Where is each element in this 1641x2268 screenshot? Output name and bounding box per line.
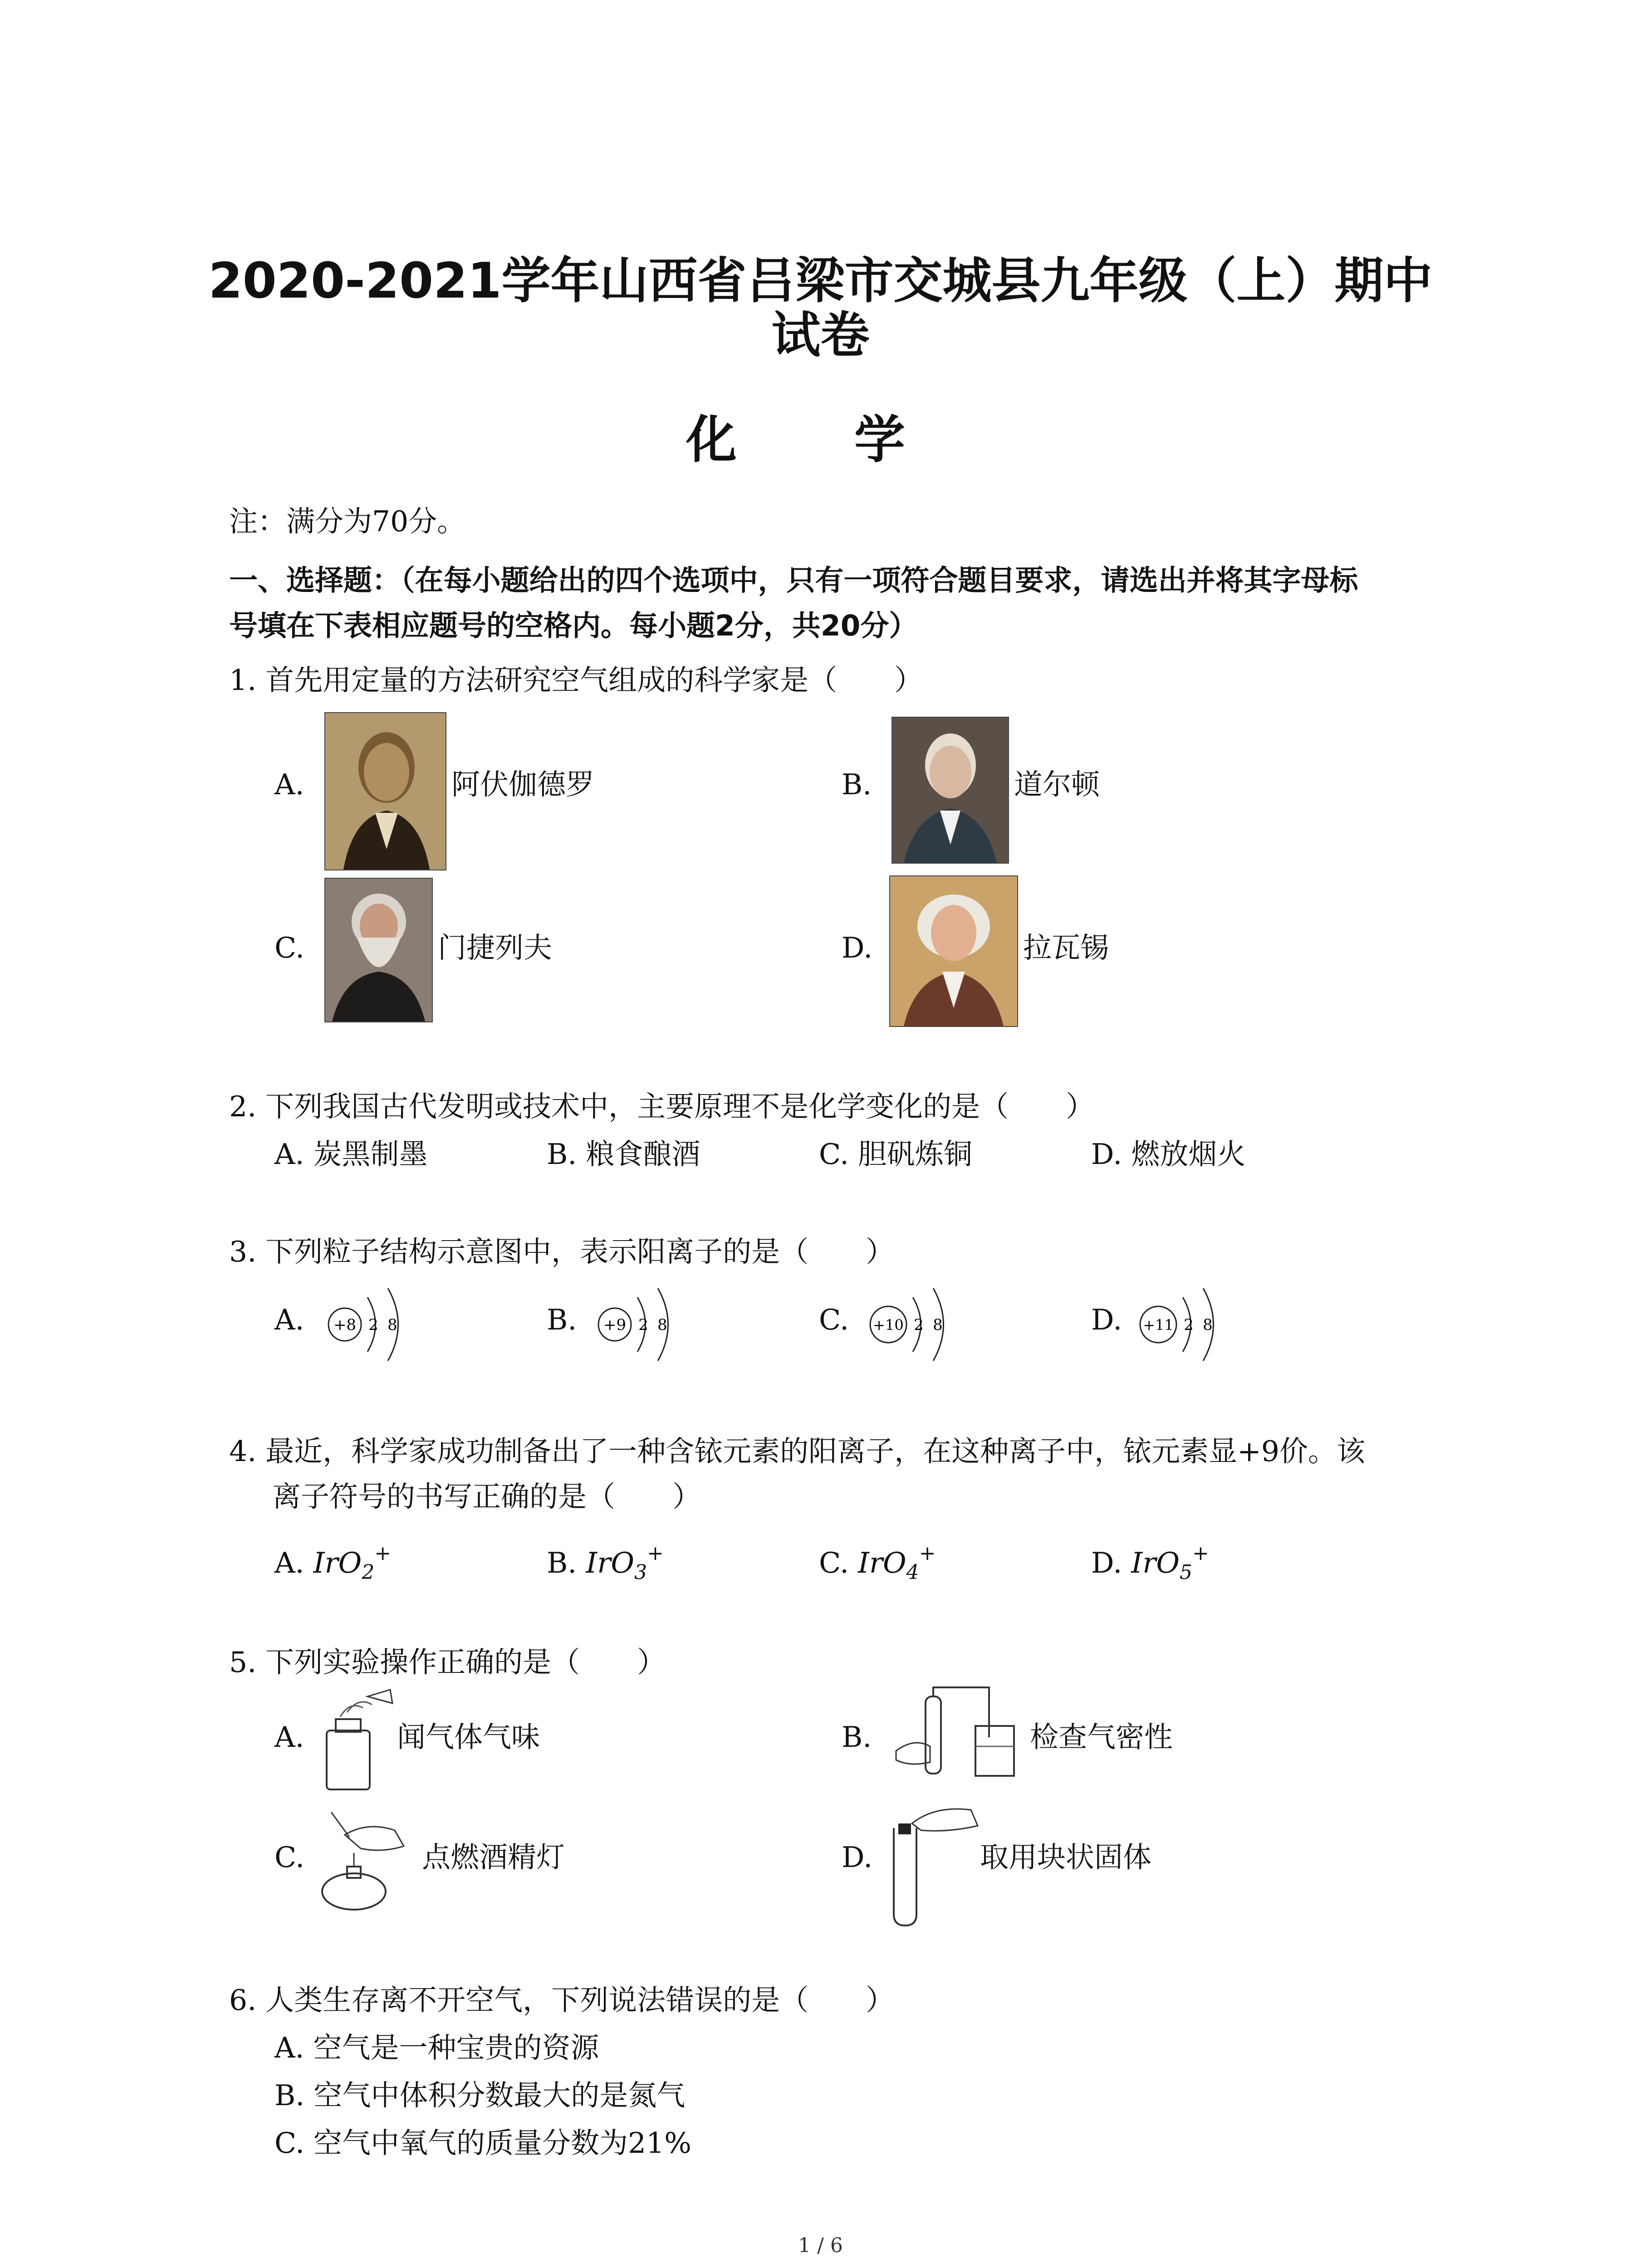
q3-d-shell2: 8: [1203, 1316, 1213, 1334]
q3-b-shell1: 2: [638, 1316, 648, 1334]
page-number: 1 / 6: [798, 2234, 843, 2257]
q5-option-a-text: 闻气体气味: [397, 1721, 540, 1754]
q3-option-a-label: A.: [274, 1303, 304, 1336]
q3-d-nucleus: +11: [1143, 1316, 1174, 1334]
q4-option-a: A. IrO$_2$+: [274, 1542, 392, 1584]
q5-option-b-label: B.: [842, 1721, 872, 1754]
q5-option-c-label: C.: [274, 1841, 304, 1874]
q3-option-c-label: C.: [819, 1303, 849, 1336]
q1-option-b-label: B.: [842, 768, 872, 801]
q1-option-a-label: A.: [274, 768, 304, 801]
q1-option-a-text: 阿伏伽德罗: [451, 768, 594, 801]
score-note: 注：满分为70分。: [229, 505, 466, 538]
q3-a-shell1: 2: [368, 1316, 378, 1334]
page-title-line1: 2020-2021学年山西省吕梁市交城县九年级（上）期中: [208, 253, 1433, 309]
q2-option-c: C. 胆矾炼铜: [819, 1138, 973, 1171]
q3-a-shell2: 8: [387, 1316, 397, 1334]
q3-atom-diagram-a: [324, 1279, 406, 1370]
q5-option-d-text: 取用块状固体: [980, 1841, 1151, 1874]
q5-option-b-text: 检查气密性: [1030, 1721, 1173, 1754]
q1-option-d-label: D.: [842, 931, 873, 964]
q3-stem: 3. 下列粒子结构示意图中，表示阳离子的是（ ）: [229, 1235, 895, 1268]
section1-heading-line1: 一、选择题：（在每小题给出的四个选项中，只有一项符合题目要求，请选出并将其字母标: [229, 564, 1358, 597]
q6-option-a: A. 空气是一种宝贵的资源: [274, 2031, 599, 2064]
page-title-line2: 试卷: [771, 307, 870, 364]
q1-option-d-text: 拉瓦锡: [1023, 931, 1109, 964]
mendeleev-portrait: [324, 878, 433, 1022]
q2-option-a: A. 炭黑制墨: [274, 1138, 428, 1171]
q5-option-d-label: D.: [842, 1841, 873, 1874]
q1-stem: 1. 首先用定量的方法研究空气组成的科学家是（ ）: [229, 664, 923, 697]
q4-option-d: D. IrO$_5$+: [1091, 1542, 1209, 1584]
q3-option-d-label: D.: [1091, 1303, 1122, 1336]
q3-atom-diagram-c: [867, 1279, 953, 1370]
q2-option-d: D. 燃放烟火: [1091, 1138, 1246, 1171]
q4-stem-line2: 离子符号的书写正确的是（ ）: [272, 1480, 701, 1513]
q2-stem: 2. 下列我国古代发明或技术中，主要原理不是化学变化的是（ ）: [229, 1090, 1095, 1123]
q3-b-nucleus: +9: [603, 1316, 627, 1334]
q3-option-b-label: B.: [547, 1303, 577, 1336]
lavoisier-portrait: [889, 875, 1018, 1027]
q3-c-nucleus: +10: [873, 1316, 904, 1334]
q1-option-b-text: 道尔顿: [1014, 768, 1100, 801]
avogadro-portrait: [324, 712, 446, 870]
q3-a-nucleus: +8: [333, 1316, 357, 1334]
airtightness-check-illustration: [887, 1683, 1023, 1796]
subject-title: 化 学: [686, 411, 955, 469]
q4-stem-line1: 4. 最近，科学家成功制备出了一种含铱元素的阳离子，在这种离子中，铱元素显+9价。该: [229, 1435, 1366, 1468]
q6-option-c: C. 空气中氧气的质量分数为21%: [274, 2126, 692, 2160]
smell-gas-illustration: [313, 1687, 399, 1792]
q5-stem: 5. 下列实验操作正确的是（ ）: [229, 1646, 666, 1679]
q4-option-c: C. IrO$_4$+: [819, 1542, 936, 1584]
q5-option-a-label: A.: [274, 1721, 304, 1754]
q1-option-c-text: 门捷列夫: [438, 931, 552, 964]
q1-option-c-label: C.: [274, 931, 304, 964]
q3-atom-diagram-d: [1136, 1279, 1223, 1370]
q2-option-b: B. 粮食酿酒: [547, 1138, 700, 1171]
q6-option-b: B. 空气中体积分数最大的是氮气: [274, 2079, 686, 2112]
q3-b-shell2: 8: [657, 1316, 667, 1334]
section1-heading-line2: 号填在下表相应题号的空格内。每小题2分，共20分）: [229, 609, 918, 642]
q4-option-b: B. IrO$_3$+: [547, 1542, 664, 1584]
q3-atom-diagram-b: [594, 1279, 676, 1370]
q5-option-c-text: 点燃酒精灯: [422, 1841, 565, 1874]
alcohol-lamp-illustration: [318, 1803, 417, 1916]
q6-stem: 6. 人类生存离不开空气，下列说法错误的是（ ）: [229, 1984, 895, 2017]
q3-c-shell1: 2: [914, 1316, 924, 1334]
q3-c-shell2: 8: [933, 1316, 943, 1334]
dalton-portrait: [892, 717, 1009, 864]
solid-sampling-illustration: [880, 1792, 985, 1928]
q3-d-shell1: 2: [1184, 1316, 1194, 1334]
